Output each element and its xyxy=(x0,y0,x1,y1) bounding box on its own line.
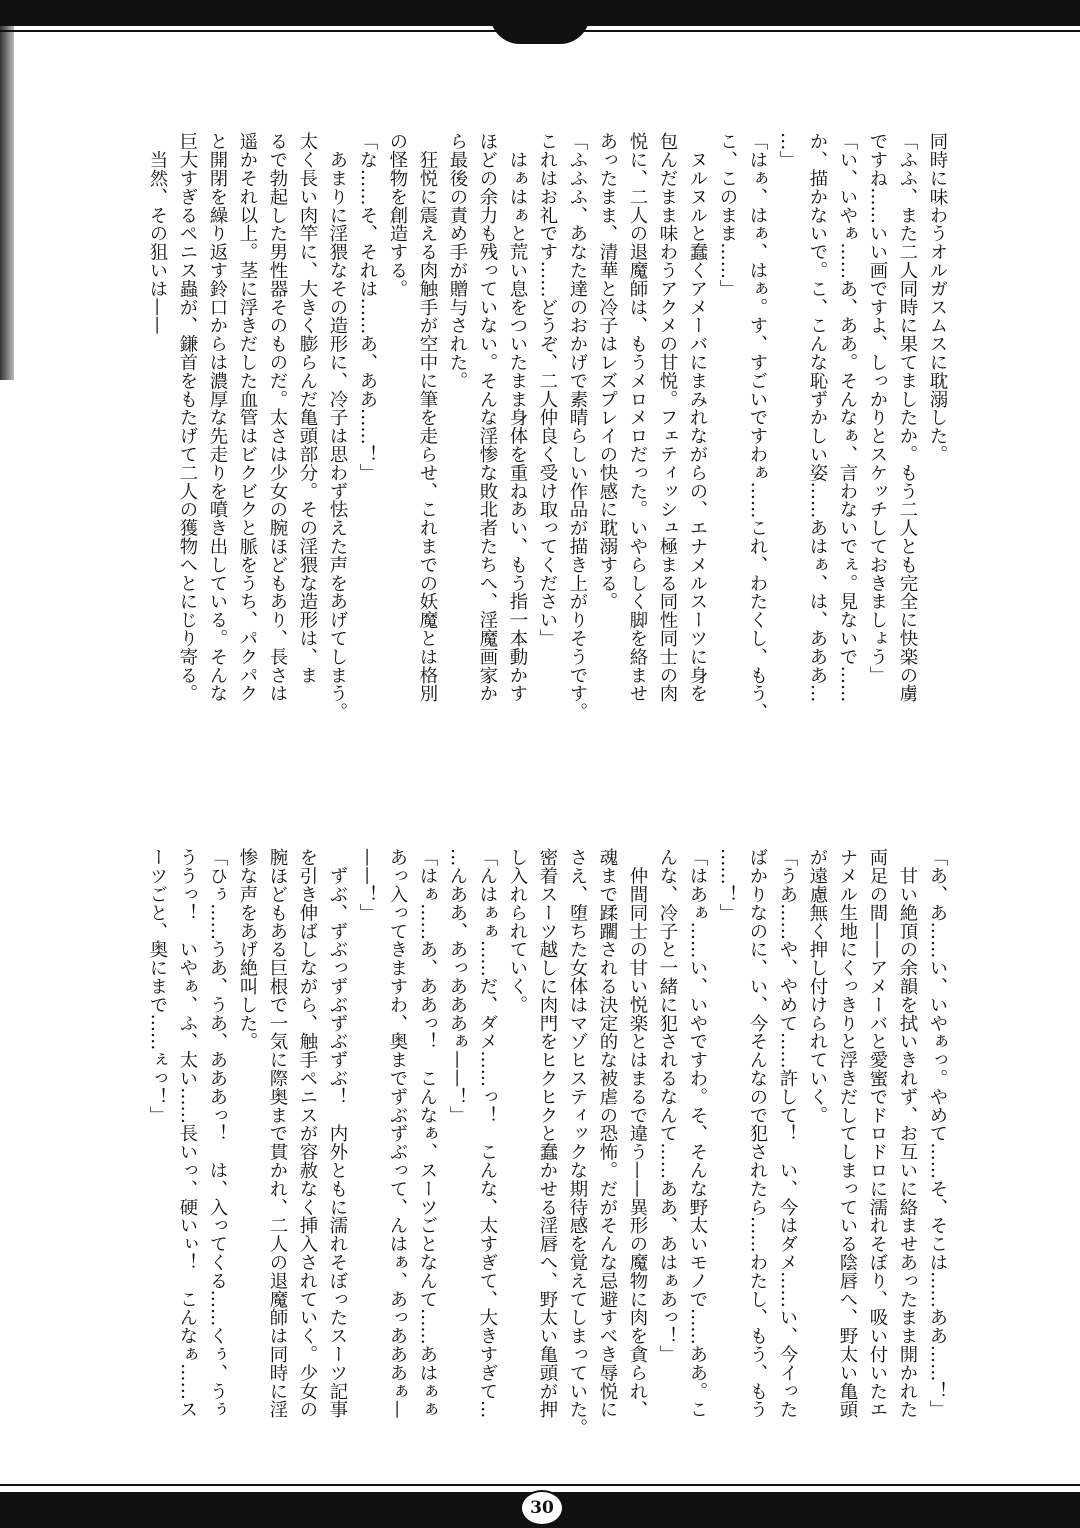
text-column: 「はぁ、はぁ、はぁ。す、すごいですわぁ……これ、わたくし、もう、 xyxy=(747,132,768,721)
text-column: 巨大すぎるペニス蟲が、鎌首をもたげて二人の獲物へとにじり寄る。 xyxy=(177,132,198,703)
text-column: あまりに淫猥なその造形に、冷子は思わず怯えた声をあげてしまう。 xyxy=(327,132,348,721)
header-rule xyxy=(0,30,1080,32)
text-column: 当然、その狙いは—— xyxy=(147,132,168,335)
text-column: 「ふふ、また二人同時に果てましたか。もう二人とも完全に快楽の虜 xyxy=(897,132,918,703)
text-column: ーツごと、奥にまで……ぇっ！」 xyxy=(147,848,168,1124)
text-column: 腕ほどもある巨根で一気に際奥まで貫かれ、二人の退魔師は同時に淫 xyxy=(267,848,288,1419)
header-notch xyxy=(490,14,590,44)
text-column: これはお礼です……どうぞ、二人仲良く受け取ってください」 xyxy=(537,132,558,648)
text-column: 「あ、あ……い、いやぁっ。やめて……そ、そこは……ああ……！」 xyxy=(927,848,948,1419)
text-column: が遠慮無く押し付けられていく。 xyxy=(807,848,828,1124)
text-column: 「ひぅ……うあ、うあ、あああっ！ は、入ってくる……くぅ、うぅ xyxy=(207,848,228,1419)
text-column: ううっ！ いやぁ、ふ、太い……長いっ、硬いぃ！ こんなぁ……ス xyxy=(177,848,198,1419)
text-column: ほどの余力も残っていない。そんな淫惨な敗北者たちへ、淫魔画家か xyxy=(477,132,498,703)
text-column: 狂悦に震える肉触手が空中に筆を走らせ、これまでの妖魔とは格別 xyxy=(417,132,438,703)
text-column: さえ、堕ちた女体はマゾヒスティックな期待感を覚えてしまっていた。 xyxy=(567,848,588,1437)
text-column: るで勃起した男性器そのものだ。太さは少女の腕ほどもあり、長さは xyxy=(267,132,288,703)
text-column: 「うあ……や、やめて……許して！ い、今はダメ……い、今イった xyxy=(777,848,798,1419)
text-column: 同時に味わうオルガスムスに耽溺した。 xyxy=(927,132,948,464)
text-column: あっ入ってきますわ、奥までずぶずぶって、んはぁ、あっあああぁ— xyxy=(387,848,408,1419)
text-column: 「ふふふ、あなた達のおかげで素晴らしい作品が描き上がりそうです。 xyxy=(567,132,588,721)
page-number: 30 xyxy=(520,1490,564,1526)
text-column: の怪物を創造する。 xyxy=(387,132,408,298)
text-column: 遥かそれ以上。茎に浮きだした血管はビクビクと脈をうち、パクパク xyxy=(237,132,258,703)
text-column: 甘い絶頂の余韻を拭いきれず、お互いに絡ませあったまま開かれた xyxy=(897,848,918,1419)
text-column: と開閉を繰り返す鈴口からは濃厚な先走りを噴き出している。そんな xyxy=(207,132,228,703)
text-block-lower xyxy=(142,848,952,1438)
text-column: 太く長い肉竿に、大きく膨らんだ亀頭部分。その淫猥な造形は、ま xyxy=(297,132,318,684)
text-block-upper xyxy=(142,132,952,722)
text-column: ら最後の責め手が贈与された。 xyxy=(447,132,468,390)
text-column: を引き伸ばしながら、触手ペニスが容赦なく挿入されていく。少女の xyxy=(297,848,318,1419)
text-column: ずぶ、ずぶっずぶずぶずぶ！ 内外ともに濡れそぼったスーツ記事 xyxy=(327,848,348,1419)
text-column: …んああ、あっあああぁ——！」 xyxy=(447,848,468,1124)
text-column: 仲間同士の甘い悦楽とはまるで違う——異形の魔物に肉を貪られ、 xyxy=(627,848,648,1419)
footer-rule xyxy=(0,1484,1080,1486)
text-column: ——！」 xyxy=(357,848,378,922)
scan-edge-shadow xyxy=(0,0,14,380)
text-column: 魂まで蹂躙される決定的な被虐の恐怖。だがそんな忌避すべき辱悦に xyxy=(597,848,618,1419)
text-column: ヌルヌルと蠢くアメーバにまみれながらの、エナメルスーツに身を xyxy=(687,132,708,703)
text-column: ……！」 xyxy=(717,848,738,922)
text-column: 「はぁ……あ、ああっ！ こんなぁ、スーツごとなんて……あはぁぁ xyxy=(417,848,438,1419)
text-column: んな、冷子と一緒に犯されるなんて……ああ、あはぁあっ！」 xyxy=(657,848,678,1364)
text-column: 「はあぁ……い、いやですわ。そ、そんな野太いモノで……ああ。こ xyxy=(687,848,708,1419)
text-column: あったまま、清華と冷子はレズプレイの快感に耽溺する。 xyxy=(597,132,618,611)
text-column: ですね……いい画ですよ、しっかりとスケッチしておきましょう」 xyxy=(867,132,888,684)
text-column: 「い、いやぁ……あ、ああ。そんなぁ、言わないでぇ。見ないで…… xyxy=(837,132,858,703)
text-column: …」 xyxy=(777,132,798,169)
text-column: 悦に、二人の退魔師は、もうメロメロだった。いやらしく脚を絡ませ xyxy=(627,132,648,703)
text-column: 「な……そ、それは……あ、ああ……！」 xyxy=(357,132,378,482)
text-column: こ、このまま……」 xyxy=(717,132,738,298)
text-column: はぁはぁと荒い息をついたまま身体を重ねあい、もう指一本動かす xyxy=(507,132,528,703)
text-column: し入れられていく。 xyxy=(507,848,528,1014)
text-column: 惨な声をあげ絶叫した。 xyxy=(237,848,258,1051)
text-column: 密着スーツ越しに肉門をヒクヒクと蠢かせる淫唇へ、野太い亀頭が押 xyxy=(537,848,558,1419)
text-column: ばかりなのに、い、今そんなので犯されたら……わたし、もう、もう xyxy=(747,848,768,1419)
text-column: か、描かないで。こ、こんな恥ずかしい姿……あはぁ、は、あああ… xyxy=(807,132,828,703)
text-column: 両足の間——アメーバと愛蜜でドロドロに濡れそぼり、吸い付いたエ xyxy=(867,848,888,1419)
text-column: 包んだまま味わうアクメの甘悦。フェティッシュ極まる同性同士の肉 xyxy=(657,132,678,703)
text-column: 「んはぁぁ……だ、ダメ……っ！ こんな、太すぎて、大きすぎて… xyxy=(477,848,498,1419)
text-column: ナメル生地にくっきりと浮きだしてしまっている陰唇へ、野太い亀頭 xyxy=(837,848,858,1419)
